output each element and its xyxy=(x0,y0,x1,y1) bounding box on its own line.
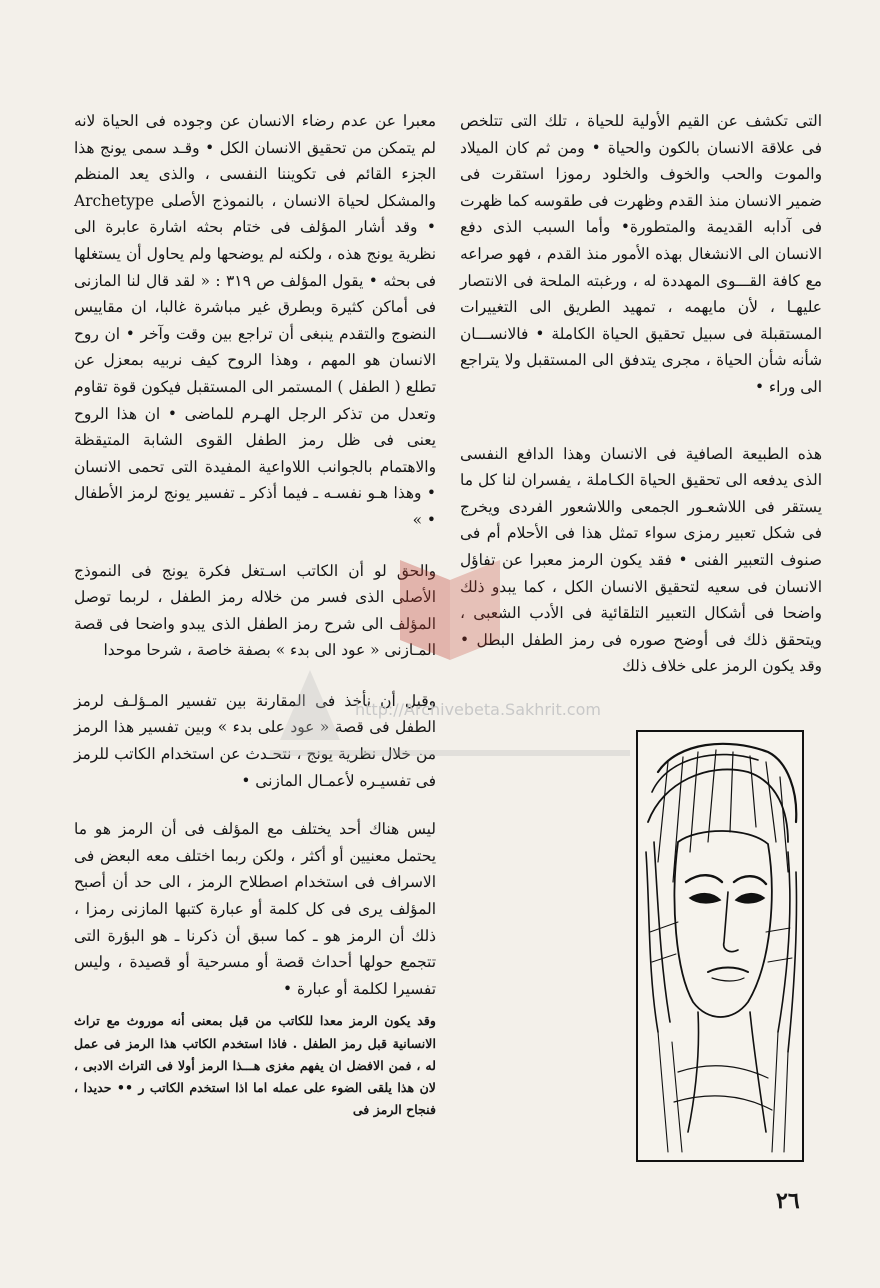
watermark-url: http://Archivebeta.Sakhrit.com xyxy=(355,700,601,719)
left-paragraph-4: ليس هناك أحد يختلف مع المؤلف فى أن الرمز هو ما يحتمل معنيين أو أكثر ، ولكن ربما اختلف معه البعض فى الاسراف فى استخدام اصطلاح الرمز ، الى حد أن أصبح المؤلف يرى فى كل كلمة أو عبارة كتبها المازنى رمزا ، ذلك أن الرمز هو ـ كما سبق أن ذكرنا ـ هو البؤرة التى تتجمع حولها أحداث قصة أو مسرحية أو قصيدة ، وليس تفسيرا لكلمة أو عبارة • xyxy=(74,820,436,998)
left-paragraph-2: والحق لو أن الكاتب اسـتغل فكرة يونج فى النموذج الأصلى الذى فسر من خلاله رمز الطفل ، لربما توصل المؤلف الى شرح رمز الطفل الذى يبدو واضحا فى قصة المـازنى « عود الى بدء » بصفة خاصة ، شرحا موحدا xyxy=(74,561,436,660)
page-number: ٢٦ xyxy=(776,1188,800,1214)
right-paragraph-2: هذه الطبيعة الصافية فى الانسان وهذا الدافع النفسى الذى يدفعه الى تحقيق الحياة الكـاملة ، يفسران لنا كل ما يستقر فى اللاشعـور الجمعى واللاشعور الفردى ويخرج فى شكل تعبير رمزى سواء تمثل هذا فى الأحلام أم فى صنوف التعبير الفنى • فقد يكون الرمز معبرا عن تفاؤل الانسان فى سعيه لتحقيق الانسان الكل ، كما يبدو ذلك واضحا فى أشكال التعبير التلقائية فى الأدب الشعبى ، ويتحقق ذلك فى أوضح صوره فى رمز الطفل البطل • وقد يكون الرمز على خلاف ذلك xyxy=(460,444,822,676)
face-sketch-illustration xyxy=(636,730,804,1162)
right-paragraph-1: التى تكشف عن القيم الأولية للحياة ، تلك التى تتلخص فى علاقة الانسان بالكون والحياة • ومن ثم كان الميلاد والموت والحب والخوف والخلود رموزا استقرت فى ضمير الانسان منذ القدم وظهرت فى طقوسه كما ظهرت فى آدابه القديمة والمتطورة• وأما السبب الذى دفع الانسان الى الانشغال بهذه الأمور منذ القدم ، فهو صراعه مع كافة القـــوى المهددة له ، ورغبته الملحة فى الانتصار عليهـا ، لأن مايهمه ، تمهيد الطريق الى التغييرات المستقبلة فى سبيل تحقيق الحياة الكاملة • فالانســـان شأنه شأن الحياة ، مجرى يتدفق الى المستقبل ولا يتراجع الى وراء • xyxy=(460,112,822,396)
footnote: وقد يكون الرمز معدا للكاتب من قبل بمعنى أنه موروث مع تراث الانسانية قبل رمز الطفل . فاذا استخدم الكاتب هذا الرمز فى عمل له ، فمن الافضل ان يفهم مغزى هـــذا الرمز أولا فى التراث الادبى ، لان هذا يلقى الضوء على عمله اما اذا استخدم الكاتب ر •• حديدا ، فنجاح الرمز فى xyxy=(74,1013,436,1118)
left-paragraph-3: وقبل أن نأخذ فى المقارنة بين تفسير المـؤلـف لرمز الطفل فى قصة « عود على بدء » وبين تفسير هذا الرمز من خلال نظرية يونج ، نتحـدث عن استخدام الكاتب للرمز فى تفسيـره لأعمـال المازنى • xyxy=(74,691,436,790)
left-column xyxy=(74,108,436,1121)
left-paragraph-1: معبرا عن عدم رضاء الانسان عن وجوده فى الحياة لانه لم يتمكن من تحقيق الانسان الكل • وقـد سمى يونج هذا الجزء القائم فى تكويننا النفسى ، والذى يعد المنظم والمشكل لحياة الانسان ، بالنموذج الأصلى Archetype • وقد أشار المؤلف فى ختام بحثه اشارة عابرة الى نظرية يونج هذه ، ولكنه لم يوضحها ولم يحاول أن يستغلها فى بحثه • يقول المؤلف ص ٣١٩ : « لقد قال لنا المازنى فى أماكن كثيرة وبطرق غير مباشرة غالبا، ان مقاييس النضوج والتقدم ينبغى أن تراجع بين وقت وآخر • ان روح الانسان هو المهم ، وهذا الروح كيف نربيه بمعزل عن تطلع ( الطفل ) المستمر الى المستقبل فيكون قوة تقاوم وتعدل من تذكر الرجل الهـرم للماضى • ان هذا الروح يعنى فى ظل رمز الطفل القوى الشابة المتيقظة والاهتمام بالجوانب اللاواعية المفيدة التى تحمى الانسان • وهذا هـو نفسـه ـ فيما أذكر ـ تفسير يونج لرمز الأطفال • » xyxy=(74,112,436,529)
right-column xyxy=(460,108,822,680)
